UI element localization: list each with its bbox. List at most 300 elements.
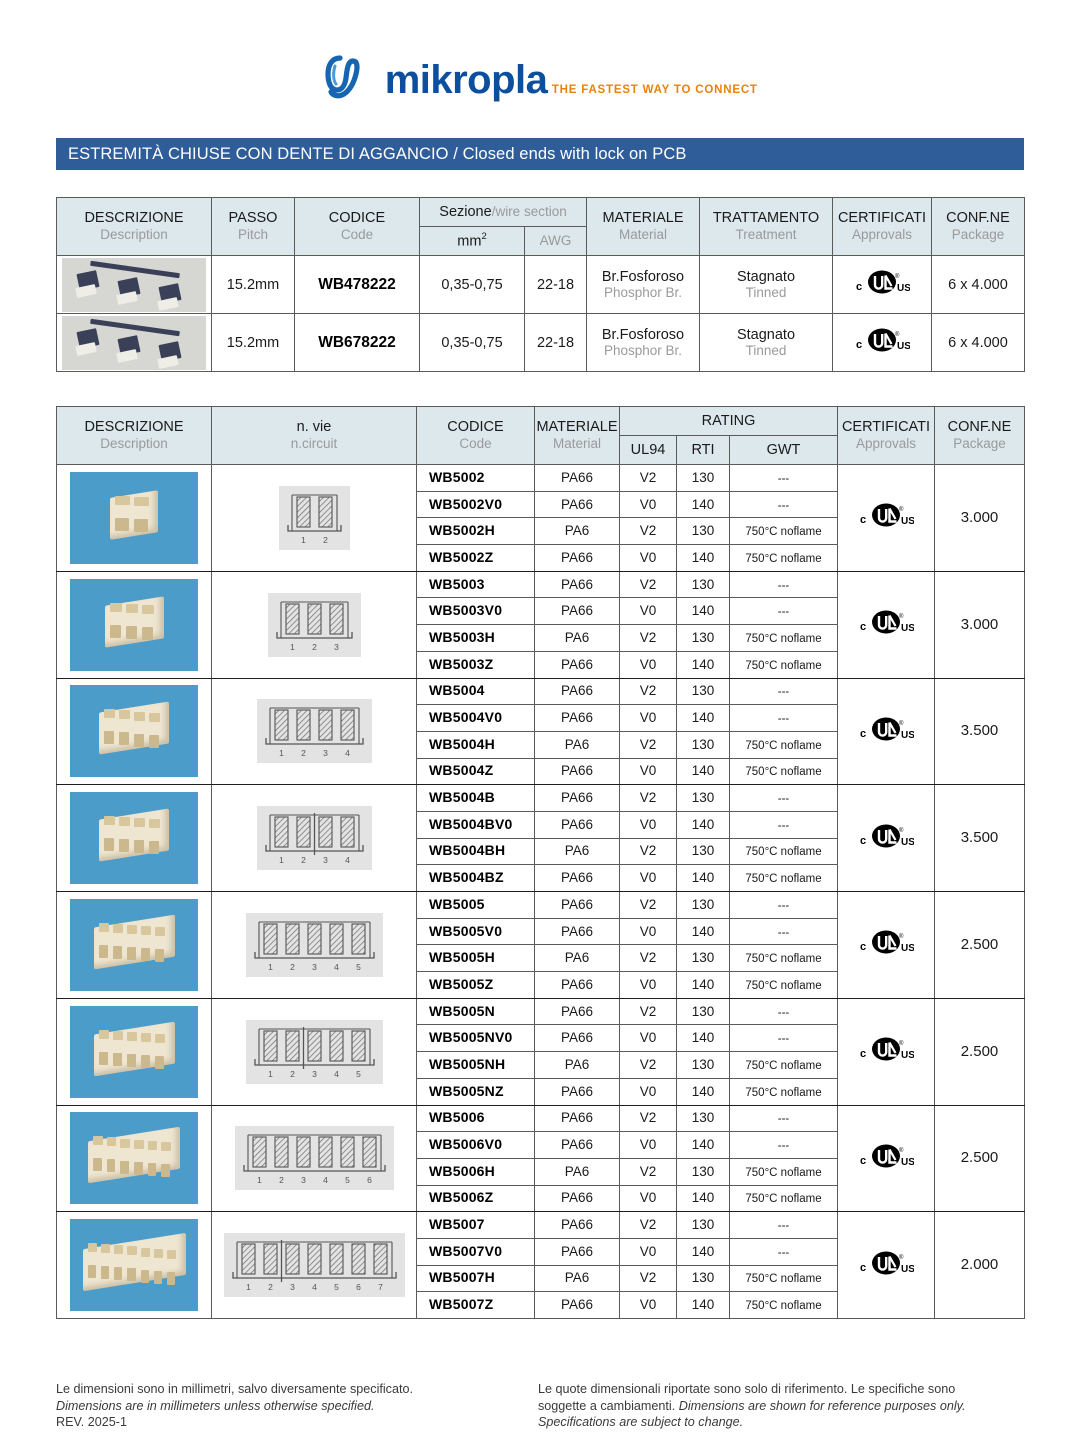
ul-listed-icon [858,1142,914,1170]
svg-text:3: 3 [311,961,317,972]
gwt-cell: 750°C noflame [730,545,838,572]
code-value: WB678222 [318,333,396,351]
circuit-diagram [246,1020,383,1084]
col-certificati: CERTIFICATI Approvals [833,198,932,256]
ul94-cell: V0 [620,545,677,572]
rti-cell: 140 [677,705,730,732]
material-cell: PA66 [535,705,620,732]
col-gwt: GWT [730,436,838,465]
rti-cell: 130 [677,625,730,652]
product-code-cell: WB5006H [417,1158,535,1185]
product-code-cell: WB5004BV0 [417,811,535,838]
svg-text:c: c [860,727,867,740]
product-photo-cell [57,314,212,372]
ul-listed-icon [858,928,914,956]
revision-label: REV. 2025-1 [56,1415,127,1429]
circuit-diagram-cell [212,998,417,1105]
approval-cell [838,1105,935,1212]
product-code-cell: WB5004B [417,785,535,812]
package-cell: 2.500 [935,1105,1025,1212]
product-photo-image [62,258,206,312]
gwt-cell: --- [730,571,838,598]
col-materiale: MATERIALE Material [535,407,620,465]
svg-text:c: c [856,281,863,293]
material-cell: PA66 [535,545,620,572]
svg-text:5: 5 [333,1282,339,1293]
circuit-diagram [279,486,350,550]
svg-text:6: 6 [355,1282,361,1293]
mm2-value: 0,35-0,75 [441,276,503,293]
svg-text:®: ® [899,1041,904,1048]
gwt-cell: 750°C noflame [730,945,838,972]
svg-text:®: ® [899,507,904,514]
pitch-value: 15.2mm [226,276,280,293]
ul94-cell: V2 [620,678,677,705]
material-cell: PA66 [535,811,620,838]
svg-text:c: c [860,1048,867,1061]
ul94-cell: V0 [620,1078,677,1105]
product-code-cell: WB5005NH [417,1052,535,1079]
product-code-cell: WB5007H [417,1265,535,1292]
product-code-cell: WB5005N [417,998,535,1025]
gwt-cell: --- [730,1238,838,1265]
material-cell: PA66 [535,598,620,625]
material-cell: PA66 [535,465,620,492]
material-cell: PA66 [535,1185,620,1212]
gwt-cell: --- [730,1025,838,1052]
rti-cell: 140 [677,1025,730,1052]
product-code-cell: WB5003V0 [417,598,535,625]
rti-cell: 130 [677,998,730,1025]
gwt-cell: --- [730,1105,838,1132]
product-photo-cell [57,571,212,678]
package-cell: 3.500 [935,785,1025,892]
svg-text:1: 1 [256,1175,262,1186]
material-cell: PA66 [535,651,620,678]
svg-text:6: 6 [366,1175,372,1186]
svg-text:c: c [860,941,867,954]
ul94-cell: V2 [620,1105,677,1132]
table-row [57,1105,1025,1132]
circuit-diagram-cell [212,1212,417,1319]
col-descrizione: DESCRIZIONE Description [57,407,212,465]
gwt-cell: 750°C noflame [730,1185,838,1212]
awg-value: 22-18 [536,334,575,351]
svg-text:c: c [860,514,867,527]
product-code-cell: WB5002H [417,518,535,545]
package-cell: 2.500 [935,998,1025,1105]
product-code-cell: WB5005 [417,892,535,919]
svg-text:1: 1 [278,748,284,759]
material-cell: PA66 [535,785,620,812]
rti-cell: 140 [677,651,730,678]
svg-text:4: 4 [311,1282,317,1293]
circuit-diagram-cell [212,785,417,892]
product-photo-cell [57,678,212,785]
gwt-cell: 750°C noflame [730,838,838,865]
rti-cell: 140 [677,1238,730,1265]
svg-text:®: ® [895,274,900,280]
gwt-cell: --- [730,998,838,1025]
product-code-cell: WB5006 [417,1105,535,1132]
svg-text:1: 1 [300,534,306,545]
rti-cell: 140 [677,1185,730,1212]
product-photo-cell [57,256,212,314]
code-value: WB478222 [318,275,396,293]
material-cell: PA66 [535,1238,620,1265]
col-confne: CONF.NE Package [935,407,1025,465]
circuit-diagram [235,1126,394,1190]
col-ul94: UL94 [620,436,677,465]
approval-cell [833,256,932,314]
ul94-cell: V0 [620,865,677,892]
svg-text:US: US [901,623,914,635]
product-code-cell: WB5002Z [417,545,535,572]
product-photo-cell [57,465,212,572]
col-sezione: Sezione/wire section [420,198,587,227]
footer-left: Le dimensioni sono in millimetri, salvo diversamente specificato. Dimensions are in millimeters unless otherwise specified. REV. 2025-1 [56,1381,516,1431]
material-cell: PA66 [535,758,620,785]
product-code-cell: WB5004H [417,731,535,758]
rti-cell: 130 [677,571,730,598]
ul94-cell: V2 [620,785,677,812]
circuit-diagram-cell [212,678,417,785]
gwt-cell: 750°C noflame [730,972,838,999]
product-code-cell: WB5005V0 [417,918,535,945]
gwt-cell: 750°C noflame [730,1158,838,1185]
ul94-cell: V0 [620,811,677,838]
svg-text:c: c [860,834,867,847]
ul94-cell: V0 [620,1292,677,1319]
mm2-value: 0,35-0,75 [441,334,503,351]
ul94-cell: V2 [620,625,677,652]
gwt-cell: --- [730,1132,838,1159]
ul94-cell: V0 [620,491,677,518]
material-cell: PA6 [535,945,620,972]
rti-cell: 130 [677,731,730,758]
approval-cell [838,998,935,1105]
product-photo-cell [57,1212,212,1319]
ul94-cell: V2 [620,1212,677,1239]
product-photo-image [70,579,198,671]
ul94-cell: V0 [620,918,677,945]
svg-text:5: 5 [344,1175,350,1186]
gwt-cell: --- [730,1212,838,1239]
material-cell: PA6 [535,838,620,865]
svg-text:1: 1 [278,855,284,866]
product-code-cell: WB5004Z [417,758,535,785]
gwt-cell: --- [730,491,838,518]
material-cell: PA66 [535,918,620,945]
svg-text:US: US [901,516,914,528]
svg-text:4: 4 [344,855,350,866]
treatment-cell: Stagnato Tinned [700,314,833,372]
awg-value: 22-18 [536,276,575,293]
ul94-cell: V2 [620,1158,677,1185]
brand-logo [0,52,1080,107]
product-code-cell: WB5007 [417,1212,535,1239]
rti-cell: 130 [677,1265,730,1292]
mikropla-mu-icon [322,52,374,107]
rti-cell: 130 [677,1158,730,1185]
rti-cell: 130 [677,838,730,865]
svg-text:3: 3 [322,855,328,866]
gwt-cell: 750°C noflame [730,518,838,545]
col-certificati: CERTIFICATI Approvals [838,407,935,465]
material-cell: PA66 [535,1292,620,1319]
svg-text:2: 2 [289,961,295,972]
product-photo-image [70,1219,198,1311]
gwt-cell: --- [730,598,838,625]
svg-text:4: 4 [344,748,350,759]
rti-cell: 140 [677,1292,730,1319]
material-cell: PA66 [535,571,620,598]
material-cell: PA6 [535,1265,620,1292]
wire-specs-table [56,197,1025,372]
svg-text:1: 1 [267,1068,273,1079]
rti-cell: 140 [677,811,730,838]
material-cell: Br.Fosforoso Phosphor Br. [587,256,700,314]
svg-text:®: ® [899,827,904,834]
product-code-cell: WB5006V0 [417,1132,535,1159]
col-descrizione: DESCRIZIONE Description [57,198,212,256]
approval-cell [833,314,932,372]
rti-cell: 130 [677,945,730,972]
approval-cell [838,465,935,572]
ul94-cell: V0 [620,598,677,625]
material-cell: PA66 [535,1212,620,1239]
col-confne: CONF.NE Package [932,198,1025,256]
rti-cell: 130 [677,465,730,492]
ul94-cell: V2 [620,518,677,545]
gwt-cell: --- [730,892,838,919]
gwt-cell: 750°C noflame [730,651,838,678]
material-cell: Br.Fosforoso Phosphor Br. [587,314,700,372]
approval-cell [838,1212,935,1319]
col-codice: CODICE Code [295,198,420,256]
gwt-cell: --- [730,918,838,945]
package-cell: 3.500 [935,678,1025,785]
product-code-cell: WB5005Z [417,972,535,999]
circuit-diagram-cell [212,1105,417,1212]
svg-text:4: 4 [333,961,339,972]
material-cell: PA66 [535,1105,620,1132]
svg-text:3: 3 [300,1175,306,1186]
product-code-cell: WB5006Z [417,1185,535,1212]
ul94-cell: V0 [620,758,677,785]
ul94-cell: V2 [620,892,677,919]
product-photo-image [70,1112,198,1204]
col-awg: AWG [525,227,587,256]
rti-cell: 140 [677,865,730,892]
svg-text:US: US [901,943,914,955]
package-cell: 3.000 [935,465,1025,572]
gwt-cell: --- [730,811,838,838]
svg-text:®: ® [899,934,904,941]
col-codice: CODICE Code [417,407,535,465]
rti-cell: 140 [677,1078,730,1105]
table-row [57,892,1025,919]
rti-cell: 140 [677,545,730,572]
package-cell: 3.000 [935,571,1025,678]
circuit-diagram-cell [212,892,417,999]
approval-cell [838,785,935,892]
product-code-cell: WB5002V0 [417,491,535,518]
rti-cell: 140 [677,918,730,945]
product-code-cell: WB5003 [417,571,535,598]
circuit-diagram [257,806,372,870]
svg-text:4: 4 [333,1068,339,1079]
rti-cell: 130 [677,1212,730,1239]
col-mm2: $mm^2$ [420,227,525,256]
svg-text:US: US [901,836,914,848]
product-photo-cell [57,892,212,999]
table-row [57,571,1025,598]
svg-text:c: c [860,1154,867,1167]
ul-listed-icon [858,822,914,850]
product-code-cell: WB5004V0 [417,705,535,732]
product-code-cell: WB5004BH [417,838,535,865]
ul94-cell: V0 [620,1025,677,1052]
approval-cell [838,571,935,678]
rti-cell: 140 [677,758,730,785]
svg-text:US: US [897,341,910,352]
ul94-cell: V0 [620,1132,677,1159]
table-row [57,256,1025,314]
table-row [57,465,1025,492]
rti-cell: 130 [677,785,730,812]
product-photo-cell [57,998,212,1105]
material-cell: PA66 [535,1078,620,1105]
material-cell: PA6 [535,1158,620,1185]
rti-cell: 130 [677,892,730,919]
col-materiale: MATERIALE Material [587,198,700,256]
product-photo-cell [57,1105,212,1212]
ul94-cell: V2 [620,945,677,972]
product-code-cell: WB5007V0 [417,1238,535,1265]
ul94-cell: V0 [620,1185,677,1212]
ul94-cell: V2 [620,1052,677,1079]
circuit-diagram [257,699,372,763]
circuit-diagram [246,913,383,977]
material-cell: PA6 [535,1052,620,1079]
svg-text:US: US [901,1050,914,1062]
material-cell: PA66 [535,972,620,999]
svg-text:US: US [901,729,914,741]
rti-cell: 140 [677,1132,730,1159]
section-banner-title: ESTREMITÀ CHIUSE CON DENTE DI AGGANCIO / Closed ends with lock on PCB [56,138,1024,170]
table-row [57,998,1025,1025]
table-row [57,785,1025,812]
svg-text:c: c [856,339,863,351]
package-cell: 2.000 [935,1212,1025,1319]
material-cell: PA66 [535,865,620,892]
rti-cell: 140 [677,972,730,999]
svg-text:2: 2 [322,534,328,545]
ul-listed-icon [858,1249,914,1277]
svg-text:5: 5 [355,1068,361,1079]
package-value: 6 x 4.000 [948,334,1008,351]
product-code-cell: WB5004BZ [417,865,535,892]
svg-text:2: 2 [278,1175,284,1186]
svg-text:c: c [860,621,867,634]
approval-cell [838,892,935,999]
rti-cell: 130 [677,1052,730,1079]
material-cell: PA66 [535,1025,620,1052]
svg-text:®: ® [895,332,900,338]
circuit-diagram [224,1233,405,1297]
col-rti: RTI [677,436,730,465]
ul-listed-icon [858,608,914,636]
gwt-cell: --- [730,785,838,812]
svg-text:3: 3 [322,748,328,759]
material-cell: PA66 [535,892,620,919]
svg-text:2: 2 [300,855,306,866]
product-photo-cell [57,785,212,892]
gwt-cell: 750°C noflame [730,625,838,652]
product-code-cell: WB5005NZ [417,1078,535,1105]
package-value: 6 x 4.000 [948,276,1008,293]
svg-text:c: c [860,1261,867,1274]
svg-text:US: US [901,1263,914,1275]
ul-listed-icon [858,715,914,743]
treatment-cell: Stagnato Tinned [700,256,833,314]
circuit-diagram-cell [212,465,417,572]
ul94-cell: V2 [620,998,677,1025]
approval-cell [838,678,935,785]
material-cell: PA66 [535,678,620,705]
ul94-cell: V2 [620,838,677,865]
ul94-cell: V0 [620,651,677,678]
gwt-cell: --- [730,705,838,732]
material-cell: PA6 [535,625,620,652]
gwt-cell: 750°C noflame [730,1292,838,1319]
material-cell: PA66 [535,491,620,518]
svg-text:US: US [901,1156,914,1168]
svg-text:1: 1 [289,641,295,652]
table-row [57,678,1025,705]
ul-listed-icon [858,501,914,529]
gwt-cell: --- [730,465,838,492]
svg-text:1: 1 [245,1282,251,1293]
ul94-cell: V2 [620,1265,677,1292]
product-photo-image [70,899,198,991]
product-rating-table [56,406,1025,1319]
svg-text:US: US [897,283,910,294]
svg-text:3: 3 [311,1068,317,1079]
gwt-cell: 750°C noflame [730,865,838,892]
svg-text:4: 4 [322,1175,328,1186]
product-photo-image [70,685,198,777]
rti-cell: 130 [677,518,730,545]
svg-text:1: 1 [267,961,273,972]
product-photo-image [62,316,206,370]
ul94-cell: V0 [620,972,677,999]
gwt-cell: 750°C noflame [730,1052,838,1079]
svg-text:®: ® [899,720,904,727]
product-photo-image [70,472,198,564]
pitch-value: 15.2mm [226,334,280,351]
svg-text:3: 3 [289,1282,295,1293]
ul-listed-icon [854,268,910,296]
circuit-diagram-cell [212,571,417,678]
ul94-cell: V0 [620,1238,677,1265]
package-cell: 2.500 [935,892,1025,999]
gwt-cell: 750°C noflame [730,1078,838,1105]
rti-cell: 140 [677,598,730,625]
table-row [57,1212,1025,1239]
ul94-cell: V2 [620,571,677,598]
